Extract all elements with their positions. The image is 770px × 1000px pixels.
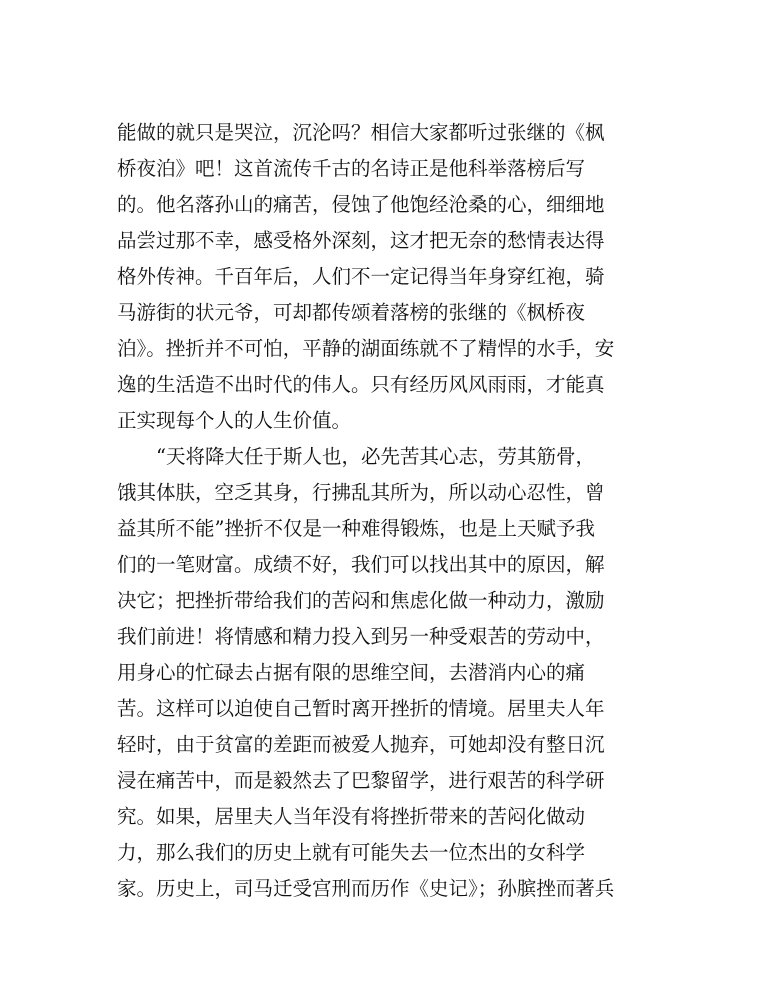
text-line: 能做的就只是哭泣，沉沦吗？相信大家都听过张继的《枫 [117, 121, 605, 144]
text-line: 正实现每个人的人生价值。 [117, 409, 352, 432]
text-line: 我们前进！将情感和精力投入到另一种受艰苦的劳动中， [117, 625, 605, 648]
text-line: 究。如果，居里夫人当年没有将挫折带来的苦闷化做动 [117, 805, 586, 828]
text-line: 浸在痛苦中，而是毅然去了巴黎留学，进行艰苦的科学研 [117, 769, 605, 792]
text-line: 的。他名落孙山的痛苦，侵蚀了他饱经沧桑的心，细细地 [117, 193, 605, 216]
text-line: 马游街的状元爷，可却都传颂着落榜的张继的《枫桥夜 [117, 301, 586, 324]
text-line: 轻时，由于贫富的差距而被爱人抛弃，可她却没有整日沉 [117, 733, 605, 756]
text-line: 格外传神。千百年后，人们不一定记得当年身穿红袍，骑 [117, 265, 605, 288]
text-line: 苦。这样可以迫使自己暂时离开挫折的情境。居里夫人年 [117, 697, 605, 720]
paragraph-first-line: “天将降大任于斯人也，必先苦其心志，劳其筋骨， [156, 445, 595, 468]
text-line: 用身心的忙碌去占据有限的思维空间，去潜消内心的痛 [117, 661, 586, 684]
text-line: 决它；把挫折带给我们的苦闷和焦虑化做一种动力，激励 [117, 589, 605, 612]
text-line: 们的一笔财富。成绩不好，我们可以找出其中的原因，解 [117, 553, 605, 576]
text-line: 桥夜泊》吧！这首流传千古的名诗正是他科举落榜后写 [117, 157, 586, 180]
text-line: 泊》。挫折并不可怕，平静的湖面练就不了精悍的水手，安 [117, 337, 615, 360]
text-line: 力，那么我们的历史上就有可能失去一位杰出的女科学 [117, 841, 586, 864]
text-line: 家。历史上，司马迁受宫刑而历作《史记》；孙膑挫而著兵 [117, 877, 615, 900]
text-line: 饿其体肤，空乏其身，行拂乱其所为，所以动心忍性，曾 [117, 481, 605, 504]
text-line: 逸的生活造不出时代的伟人。只有经历风风雨雨，才能真 [117, 373, 605, 396]
text-line: 品尝过那不幸，感受格外深刻，这才把无奈的愁情表达得 [117, 229, 605, 252]
text-line: 益其所不能”挫折不仅是一种难得锻炼，也是上天赋予我 [117, 517, 595, 540]
